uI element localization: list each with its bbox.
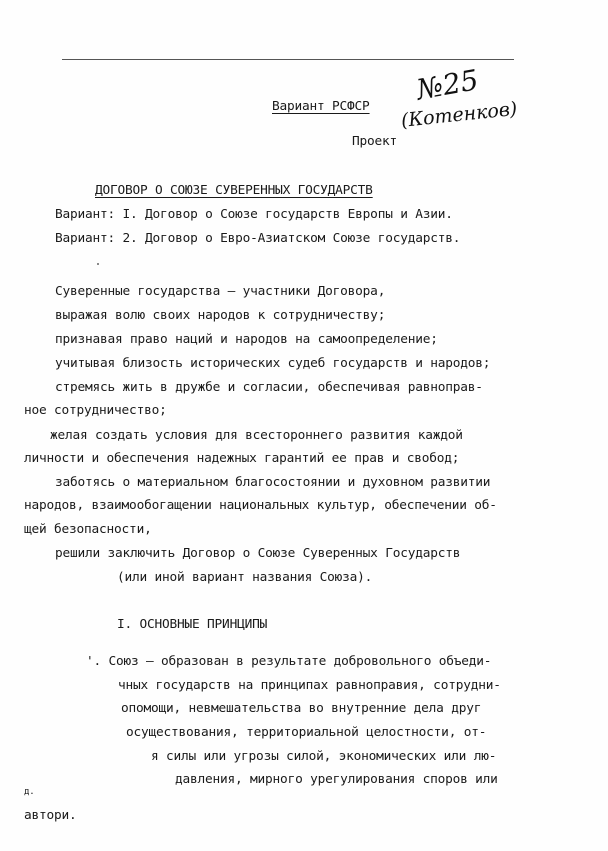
section-line: давления, мирного урегулирования споров или: [175, 772, 498, 787]
variant-line-1: Вариант: I. Договор о Союзе государств Европы и Азии.: [55, 207, 453, 222]
preamble-line: личности и обеспечения надежных гарантий ее прав и свобод;: [24, 451, 460, 466]
section-line: опомощи, невмешательства во внутренние дела друг: [121, 701, 482, 716]
project-label: Проект: [352, 134, 398, 149]
preamble-line: выражая волю своих народов к сотрудничеству;: [55, 308, 386, 323]
scan-speck: [97, 263, 99, 265]
variant-line-2: Вариант: 2. Договор о Евро-Азиатском Союзе государств.: [55, 231, 461, 246]
handwritten-number: №25: [414, 63, 481, 107]
section-line: я силы или угрозы силой, экономических или лю-: [151, 749, 497, 764]
section-line: осуществования, территориальной целостности, от-: [126, 725, 487, 740]
variant-label: Вариант РСФСР: [272, 99, 370, 114]
preamble-line: щей безопасности,: [24, 522, 152, 537]
document-title: ДОГОВОР О СОЮЗЕ СУВЕРЕННЫХ ГОСУДАРСТВ: [95, 183, 373, 198]
preamble-line: народов, взаимообогащении национальных культур, обеспечении об-: [24, 498, 497, 513]
preamble-line: желая создать условия для всестороннего развития каждой: [50, 428, 463, 443]
preamble-line: ное сотрудничество;: [24, 403, 167, 418]
preamble-line: стремясь жить в дружбе и согласии, обеспечивая равноправ-: [55, 380, 483, 395]
preamble-line: заботясь о материальном благосостоянии и духовном развитии: [55, 475, 491, 490]
section-line: чных государств на принципах равноправия, сотрудни-: [118, 678, 501, 693]
preamble-line: решили заключить Договор о Союзе Суверенных Государств: [55, 546, 461, 561]
section-line: автори.: [24, 808, 77, 823]
handwritten-name: (Котенков): [400, 97, 519, 132]
preamble-line: Суверенные государства – участники Договора,: [55, 284, 386, 299]
preamble-line: признавая право наций и народов на самоопределение;: [55, 332, 438, 347]
top-rule: [62, 59, 514, 60]
preamble-line: (или иной вариант названия Союза).: [117, 570, 373, 585]
section-line: д.: [24, 787, 35, 797]
preamble-line: учитывая близость исторических судеб государств и народов;: [55, 356, 491, 371]
section-heading: I. ОСНОВНЫЕ ПРИНЦИПЫ: [117, 617, 268, 632]
section-line: '. Союз – образован в результате добровольного объеди-: [86, 654, 492, 669]
